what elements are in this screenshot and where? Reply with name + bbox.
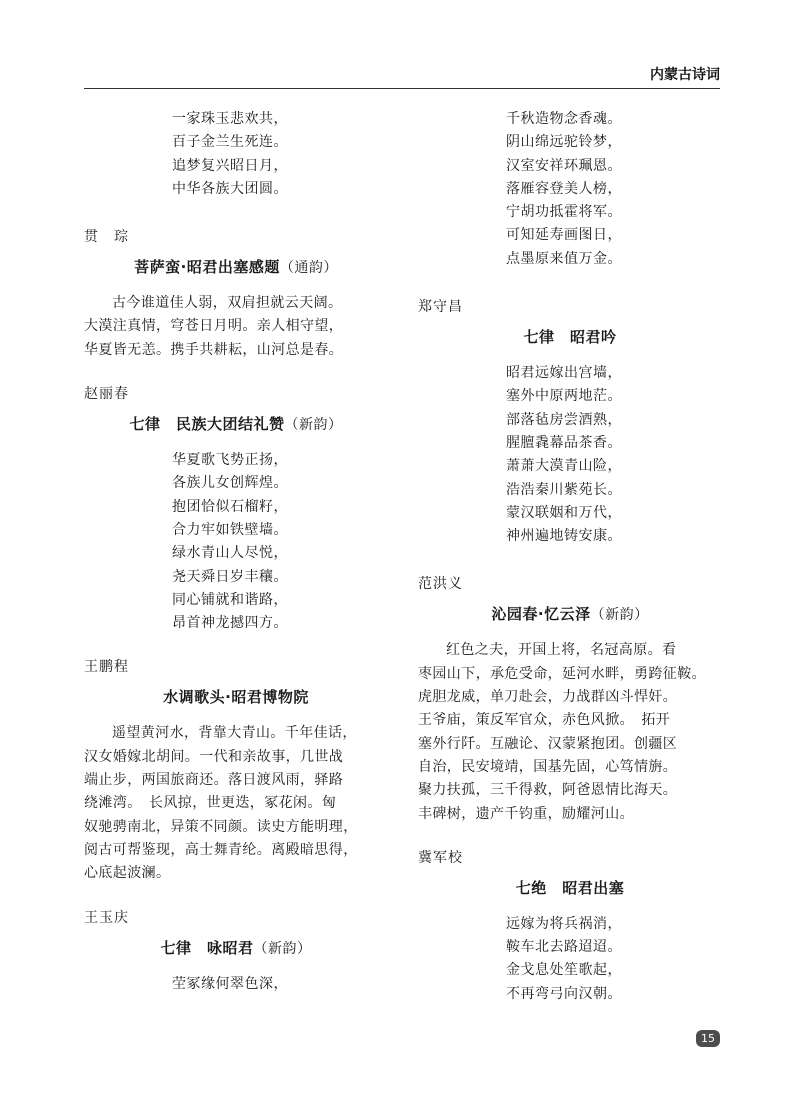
poem-author: 冀军校 [418,849,463,866]
poem-title [84,937,388,960]
poem-title-text: 七律 咏昭君 [160,938,254,957]
text-line: 华夏皆无恙。携手共耕耘，山河总是春。 [84,341,344,358]
poem-title-note: （新韵） [253,940,312,957]
verse-block [418,913,722,1006]
verse-line: 鞍车北去路迢迢。 [506,939,622,956]
verse-line: 宁胡功抵霍将军。 [506,204,622,221]
poem-text [84,722,388,885]
poem-title [418,603,722,626]
text-line: 虎胆龙威，单刀赴会，力战群凶斗悍奸。 [418,689,678,706]
poem-title-text: 菩萨蛮·昭君出塞感题 [134,258,280,277]
poem-author: 王玉庆 [84,909,129,926]
text-line: 汉女婚嫁北胡间。一代和亲故事，几世战 [84,748,344,765]
verse-line: 浩浩秦川紫苑长。 [506,481,622,498]
poem-title-text: 七律 民族大团结礼赞 [129,415,285,434]
verse-line: 不再弯弓向汉朝。 [506,985,622,1002]
verse-block [418,362,722,548]
text-line: 奴驰骋南北，异策不同颜。读史方能明理， [84,818,358,835]
text-line: 丰碑树，遗产千钧重，励耀河山。 [418,805,634,822]
verse-line: 同心铺就和谐路， [172,591,288,608]
verse-line: 金戈息处笙歌起， [506,962,622,979]
verse-line: 茔冢缘何翠色深， [172,975,288,992]
right-column [418,108,722,1006]
verse-line: 萧萧大漠青山险， [506,458,622,475]
verse-block [84,449,388,635]
text-line: 古今谁道佳人弱，双肩担就云天阔。 [112,295,343,312]
text-line: 大漠注真情，穹苍日月明。亲人相守望， [84,318,344,335]
poem-title-text: 七绝 昭君出塞 [515,878,625,897]
text-line: 端止步，两国旅商还。落日渡风雨，驿路 [84,772,344,789]
verse-line: 昭君远嫁出宫墙， [506,365,622,382]
text-line: 聚力扶孤，三千得救，阿爸恩情比海天。 [418,782,678,799]
poem-text [84,292,388,362]
verse-block [84,108,388,201]
verse-block [84,973,388,996]
verse-line: 合力牢如铁壁墙。 [172,521,288,538]
verse-line: 汉室安祥环珮恩。 [506,157,622,174]
poem-text [418,639,722,825]
poem-author: 郑守昌 [418,299,463,316]
verse-line: 千秋造物念香魂。 [506,111,622,127]
text-line: 心底起波澜。 [84,865,171,882]
verse-line: 百子金兰生死连。 [172,134,288,151]
verse-line: 阴山绵远驼铃梦， [506,134,622,151]
poem-author: 贯 琮 [84,229,129,246]
text-line: 绕滩湾。 长风掠，世更迭，冢花闲。匈 [84,795,337,812]
poem-title [84,686,388,709]
poem-author: 赵丽春 [84,386,129,403]
poem-title [418,326,722,349]
verse-line: 各族儿女创辉煌。 [172,475,288,492]
header-rule [84,88,720,89]
verse-block [418,108,722,271]
poem-title-note: （通韵） [279,260,338,277]
poem-title [84,413,388,436]
text-line: 王爷庙，策反军官众，赤色风掀。 拓开 [418,712,671,729]
poem-title-text: 水调歌头·昭君博物院 [163,688,309,707]
verse-line: 远嫁为将兵祸消， [506,915,622,932]
poem-title-text: 七律 昭君吟 [523,328,617,347]
verse-line: 蒙汉联姻和万代， [506,504,622,521]
left-column [84,108,388,996]
verse-line: 一家珠玉悲欢共， [172,111,288,127]
text-line: 枣园山下，承危受命，延河水畔，勇跨征鞍。 [418,665,706,682]
verse-line: 追梦复兴昭日月， [172,157,288,174]
poem-title [84,256,388,279]
text-line: 红色之夫，开国上将，名冠高原。看 [446,642,677,659]
text-line: 遥望黄河水，背靠大青山。千年佳话， [112,725,357,742]
verse-line: 落雁容登美人榜， [506,180,622,197]
text-line: 塞外行阡。互融论、汉蒙紧抱团。创疆区 [418,735,678,752]
verse-line: 可知延寿画图日， [506,227,622,244]
verse-line: 华夏歌飞势正扬， [172,452,288,469]
page-number: 15 [696,1030,720,1047]
verse-line: 中华各族大团圆。 [172,180,288,197]
poem-title-note: （新韵） [590,607,649,624]
poem-title-note: （新韵） [284,417,343,434]
verse-line: 腥膻毳幕品茶香。 [506,434,622,451]
verse-line: 塞外中原两地茫。 [506,388,622,405]
verse-line: 尧天舜日岁丰穰。 [172,568,288,585]
verse-line: 神州遍地铸安康。 [506,528,622,545]
verse-line: 昂首神龙撼四方。 [172,615,288,632]
text-line: 自治，民安境靖，国基先固，心笃情旃。 [418,758,678,775]
magazine-title: 内蒙古诗词 [650,67,720,83]
poem-author: 王鹏程 [84,659,129,676]
verse-line: 绿水青山人尽悦， [172,545,288,562]
verse-line: 部落毡房尝酒熟， [506,411,622,428]
poem-title [418,877,722,900]
poem-title-text: 沁园春·忆云泽 [491,605,591,624]
poem-author: 范洪义 [418,576,463,593]
verse-line: 点墨原来值万金。 [506,250,622,267]
text-line: 阅古可帮鉴现，高士舞青纶。离殿暗思得， [84,841,358,858]
verse-line: 抱团恰似石榴籽， [172,498,288,515]
